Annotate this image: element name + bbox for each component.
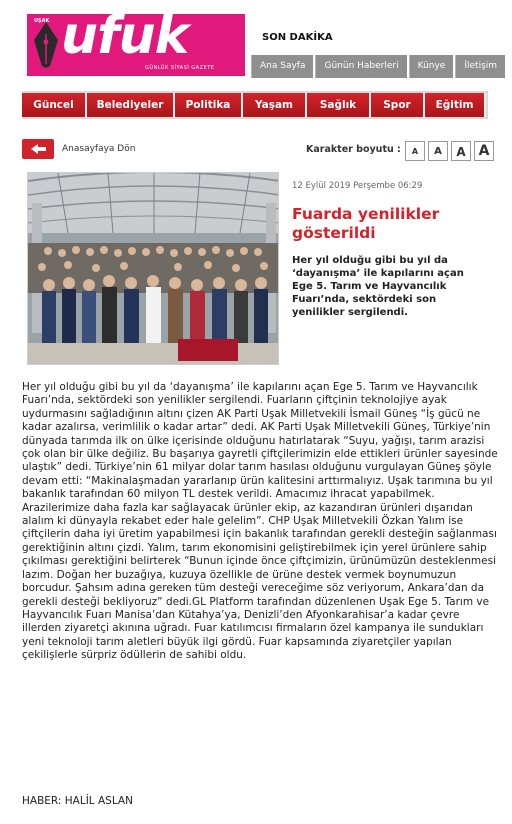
category-yasam[interactable]: Yaşam [243,93,307,117]
article-photo[interactable] [27,172,279,365]
breaking-news-label[interactable]: SON DAKİKA [262,32,333,43]
category-saglik[interactable]: Sağlık [307,93,371,117]
fair-crowd-image [28,173,279,365]
logo-wordmark: ufuk [61,6,189,66]
font-size-large-button[interactable]: A [474,141,494,161]
article-author: HABER: HALİL ASLAN [22,795,133,807]
logo-city-label: UŞAK [34,18,50,24]
back-home-link[interactable]: Anasayfaya Dön [62,144,136,154]
logo-tagline: GÜNLÜK SİYASİ GAZETE [145,65,215,71]
article-title: Fuarda yenilikler gösterildi [292,205,440,242]
category-politika[interactable]: Politika [175,93,243,117]
top-nav-item-daily-news[interactable]: Günün Haberleri [315,55,406,78]
font-size-small-button[interactable]: A [428,141,448,161]
category-spor[interactable]: Spor [371,93,425,117]
top-nav [251,55,507,78]
category-nav [22,91,488,119]
top-nav-item-home[interactable]: Ana Sayfa [251,55,313,78]
category-egitim[interactable]: Eğitim [425,93,486,117]
back-home-button[interactable] [22,139,54,159]
pen-nib-icon [31,20,61,70]
font-size-label: Karakter boyutu : [306,144,401,155]
top-nav-item-masthead[interactable]: Künye [409,55,454,78]
category-belediyeler[interactable]: Belediyeler [87,93,175,117]
article-lead: Her yıl olduğu gibi bu yıl da ‘dayanışma’ ile kapılarını açan Ege 5. Tarım ve Hayvancılık Fuarı’nda, sektördeki son yenilikler sergilendi. [292,255,464,318]
font-size-xsmall-button[interactable]: A [405,141,425,161]
article-body: Her yıl olduğu gibi bu yıl da ‘dayanışma’ ile kapılarını açan Ege 5. Tarım ve Hayvancılık Fuarı’nda, sektördeki son yenilikler sergilendi. Fuarların çiftçinin teknolojiye ayak uydurmasını sağladığının altını çizen AK Parti Uşak Milletvekili İsmail Güneş “İş gücü ne kadar azalırsa, verimlilik o kadar artar” dedi. AK Parti Uşak Milletvekili Güneş, Türkiye’nin dünyada tarımda ilk on ülke içerisinde olduğunu hatırlatarak “Suyu, yağışı, tarım arazisi çok olan bir ülke değiliz. Bu başarıya gayretli çiftçilerimizin elde ettikleri ürünler sayesinde ulaştık” dedi. Türkiye’nin 61 milyar dolar tarım hasılası olduğunu vurgulayan Güneş şöyle devam etti: “Makinalaşmadan yararlanıp ürün kalitesini arttırmalıyız. Uşak tarımına bu yıl bakanlık tarafından 60 milyon TL destek verildi. Amacımız ihracat yapabilmek. Arazilerimize daha fazla kar sağlayacak ürünler ekip, az kazandıran ürünleri dışarıdan alalım ki dünyayla rekabet eder hale gelelim”. CHP Uşak Milletvekili Özkan Yalım ise çiftçilerin daha iyi üretim yapabilmesi için bakanlık tarafından gerekli desteğin sağlanması gerektiğinin altını çizdi. Yalım, tarım ekonomisini geliştirebilmek için yerel ürünlere sahip çıkılması gerektiğini belirterek “Bunun içinde önce çiftçimizin, ürünümüzün desteklenmesi lazım. Doğan her buzağıya, kuzuya özellikle de ürüne destek vermek boynumuzun borcudur. Şahsım adına gereken tüm desteği vereceğime söz veriyorum, Ankara’dan da gerekli desteği bekliyoruz” dedi.GL Platform tarafından düzenlenen Uşak Ege 5. Tarım ve Hayvancılık Fuarı Manisa’dan Kütahya’ya, Denizli’den Afyonkarahisar’a kadar çevre illerden ziyaretçi akınına uğradı. Fuar katılımcısı firmaların özel kampanya ile sundukları yeni teknoloji tarım aletleri büyük ilgi gördü. Fuar kapsamında ziyaretçiler yapılan çekilişlerle sürpriz ödüllerin de sahibi oldu. [22,381,498,662]
site-logo[interactable] [27,6,245,76]
article-date: 12 Eylül 2019 Perşembe 06:29 [292,181,423,191]
top-nav-item-contact[interactable]: İletişim [455,55,505,78]
site-header [0,0,512,84]
category-guncel[interactable]: Güncel [22,93,87,117]
font-size-medium-button[interactable]: A [451,141,471,161]
